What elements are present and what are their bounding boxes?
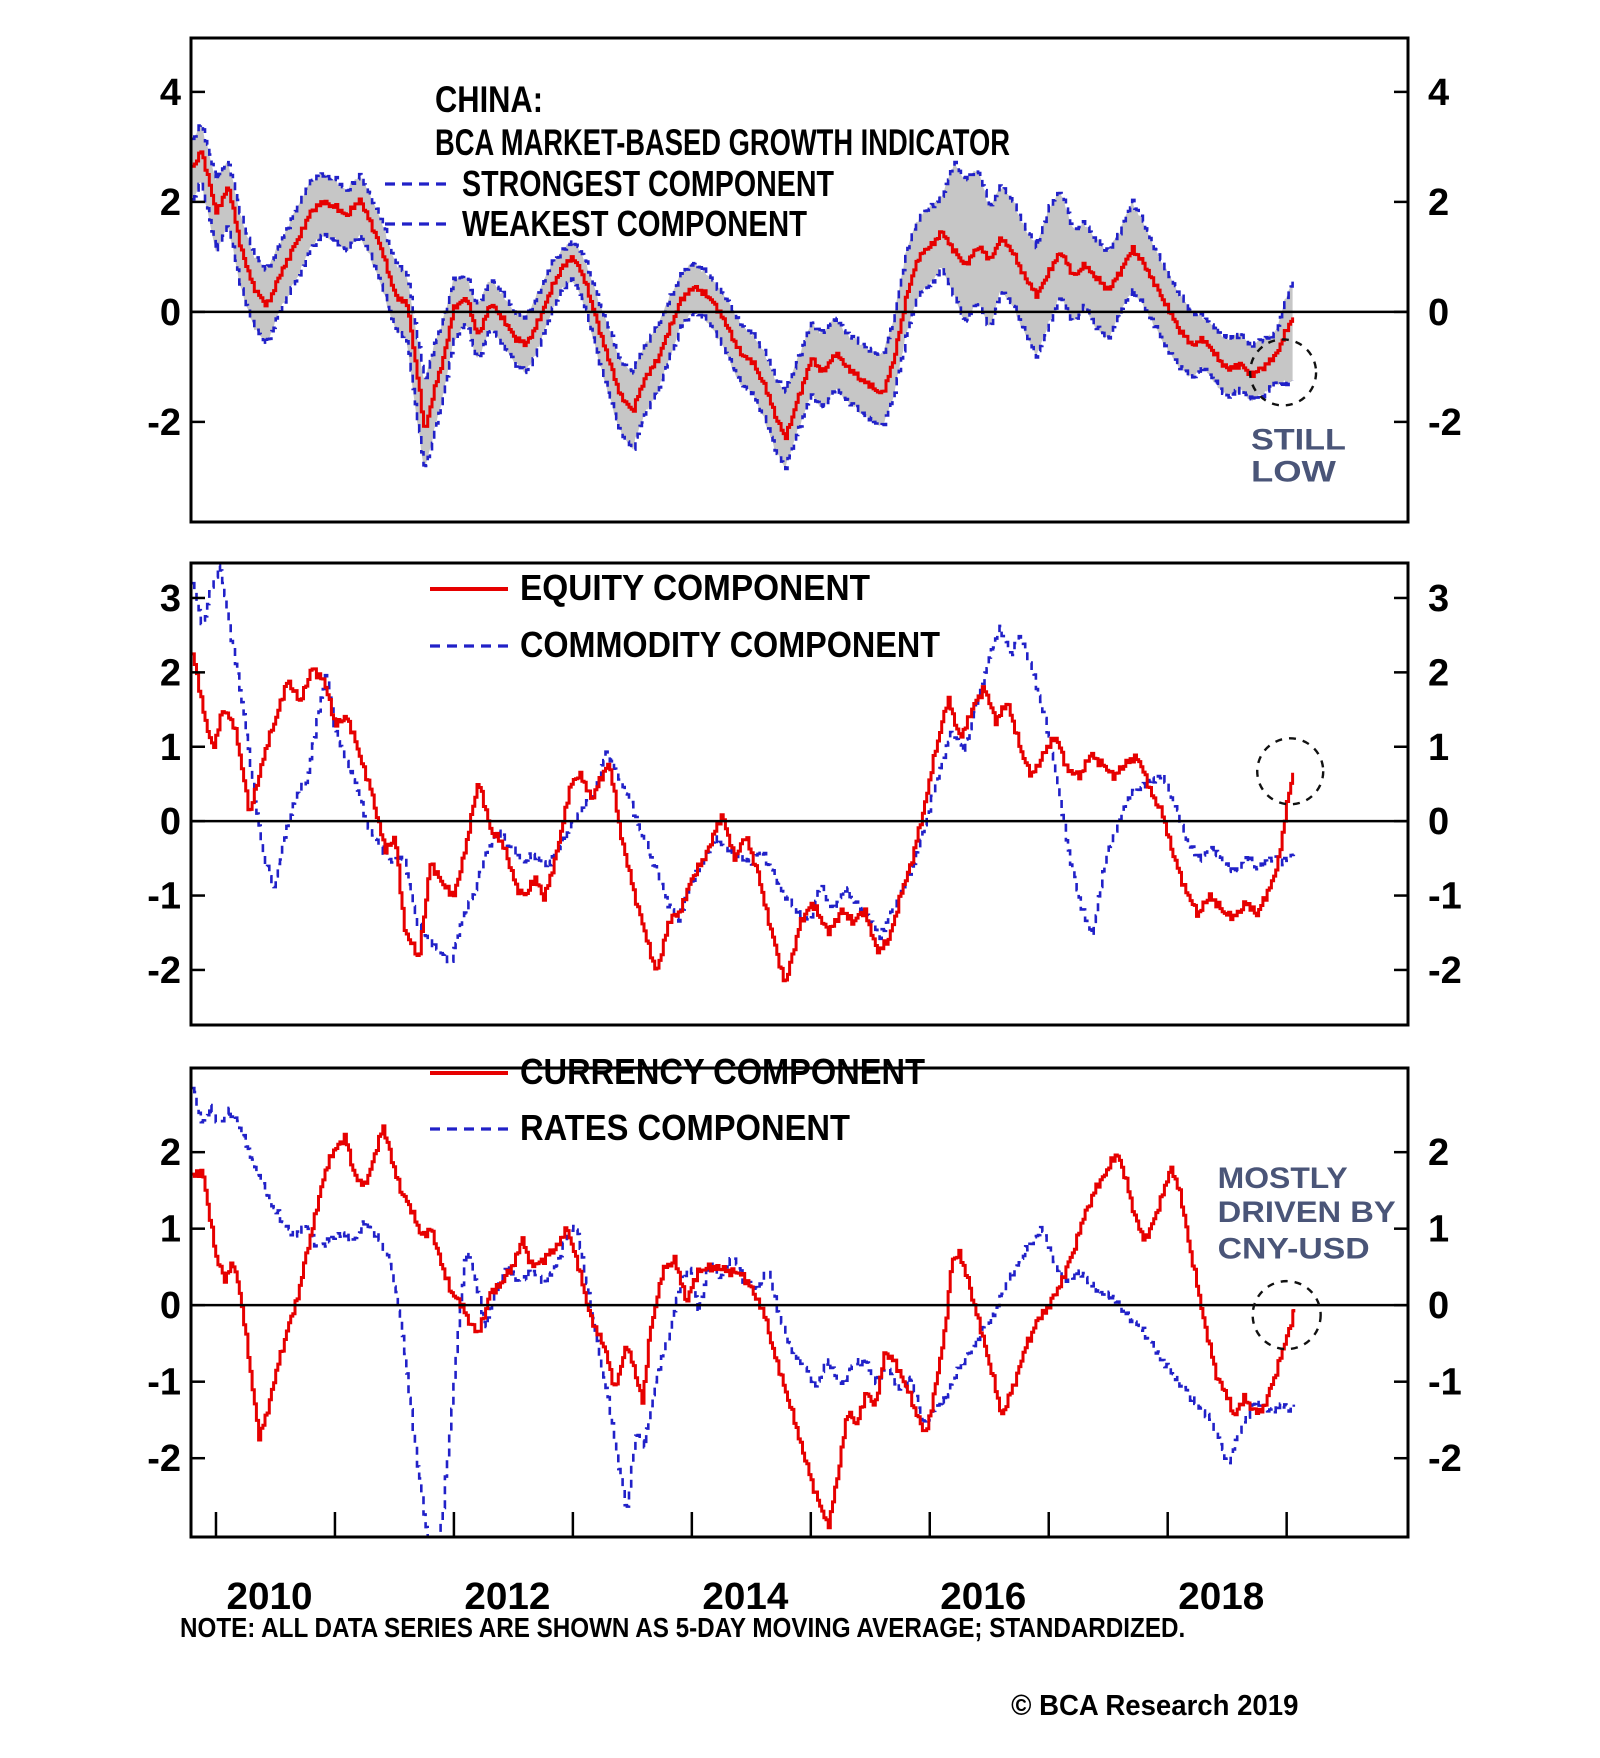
x-axis	[216, 1512, 1287, 1618]
y-tick-label-left: -2	[147, 401, 181, 444]
legend-label-strongest: STRONGEST COMPONENT	[462, 163, 834, 204]
y-tick-label-right: 2	[1428, 181, 1450, 224]
y-tick-label-right: 1	[1428, 726, 1450, 769]
annotation-text: MOSTLY	[1217, 1162, 1348, 1196]
panel-middle-chart	[147, 563, 1462, 1025]
panel-top-chart	[147, 38, 1462, 522]
annotation-text: LOW	[1250, 455, 1337, 489]
chart-title-line: BCA MARKET-BASED GROWTH INDICATOR	[435, 122, 1010, 163]
y-tick-label-right: 0	[1428, 1285, 1450, 1328]
y-tick-label-right: -2	[1428, 1438, 1462, 1481]
y-tick-label-right: 2	[1428, 1132, 1450, 1175]
x-tick-label: 2014	[702, 1576, 789, 1618]
y-tick-label-right: -1	[1428, 875, 1462, 918]
y-tick-label-left: 2	[159, 181, 181, 224]
copyright: © BCA Research 2019	[1010, 1690, 1298, 1722]
y-tick-label-right: 4	[1428, 71, 1450, 114]
legend-label-commodity: COMMODITY COMPONENT	[520, 624, 940, 665]
y-tick-label-left: 1	[159, 726, 181, 769]
y-tick-label-left: 2	[159, 1132, 181, 1175]
series-rates	[192, 1088, 1294, 1575]
y-tick-label-right: -1	[1428, 1361, 1462, 1404]
y-tick-label-right: -2	[1428, 949, 1462, 992]
y-tick-label-right: 2	[1428, 652, 1450, 695]
y-tick-label-right: -2	[1428, 401, 1462, 444]
y-tick-label-right: 0	[1428, 291, 1450, 334]
annotation-text: STILL	[1250, 423, 1346, 457]
panel-bottom-chart	[147, 1051, 1462, 1618]
x-tick-label: 2018	[1178, 1576, 1265, 1618]
legend-label-equity: EQUITY COMPONENT	[520, 567, 871, 608]
chart-title-line: CHINA:	[435, 79, 543, 120]
y-tick-label-left: 4	[159, 71, 181, 114]
series-currency	[192, 1126, 1294, 1528]
x-tick-label: 2010	[226, 1576, 313, 1618]
y-tick-label-left: 2	[159, 652, 181, 695]
x-tick-label: 2016	[940, 1576, 1027, 1618]
y-tick-label-left: 1	[159, 1208, 181, 1251]
annotation-text: DRIVEN BY	[1217, 1196, 1396, 1230]
x-tick-label: 2012	[464, 1576, 551, 1618]
footnote: NOTE: ALL DATA SERIES ARE SHOWN AS 5-DAY MOVING AVERAGE; STANDARDIZED.	[180, 1612, 1186, 1643]
panel-frame	[191, 38, 1408, 522]
series-equity	[192, 654, 1292, 981]
legend-label-weakest: WEAKEST COMPONENT	[462, 203, 807, 244]
y-tick-label-left: 0	[159, 801, 181, 844]
y-tick-label-left: 0	[159, 1285, 181, 1328]
legend-label-rates: RATES COMPONENT	[520, 1107, 851, 1148]
y-tick-label-left: -1	[147, 1361, 181, 1404]
y-tick-label-left: 0	[159, 291, 181, 334]
y-tick-label-right: 0	[1428, 801, 1450, 844]
y-tick-label-left: 3	[159, 577, 181, 620]
y-tick-label-left: -2	[147, 949, 181, 992]
y-tick-label-right: 3	[1428, 577, 1450, 620]
legend-label-currency: CURRENCY COMPONENT	[520, 1051, 925, 1092]
y-tick-label-left: -2	[147, 1438, 181, 1481]
annotation-text: CNY-USD	[1217, 1232, 1370, 1266]
y-tick-label-right: 1	[1428, 1208, 1450, 1251]
y-tick-label-left: -1	[147, 875, 181, 918]
